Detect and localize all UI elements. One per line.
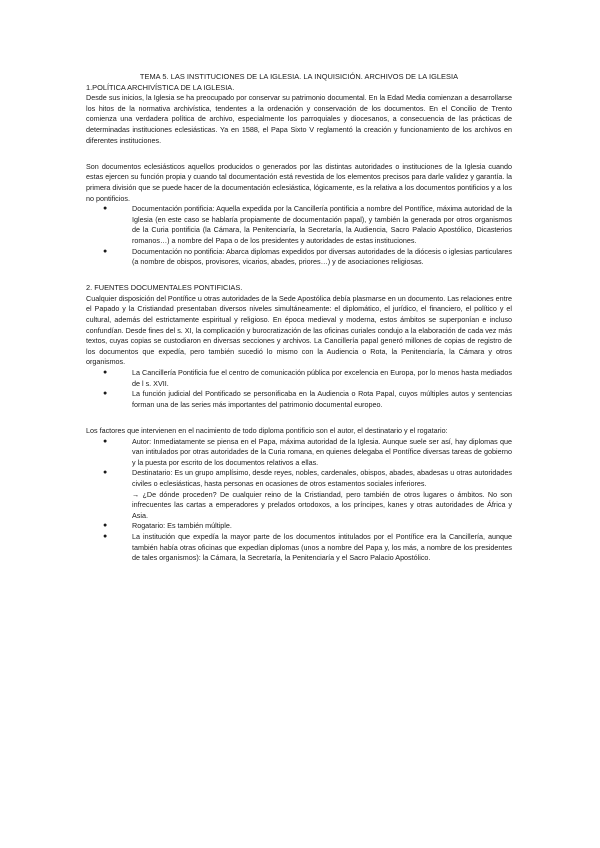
list-item: ● Rogatario: Es también múltiple. [103, 521, 232, 531]
bullet-icon: ● [103, 522, 108, 530]
list-item-note: → ¿De dónde proceden? De cualquier reino de la Cristiandad, pero también de otros lugares o ámbitos. No son infrecuentes las cartas a emperadores y prelados ortodoxos, a los príncipes, kanes y otras autoridades de África y Asia. [132, 489, 512, 520]
bullet-icon: ● [103, 437, 108, 445]
list-item: ● Autor: Inmediatamente se piensa en el Papa, máxima autoridad de la Iglesia. Aunque suele ser así, hay diplomas que van intitulados por otras autoridades de la Curia romana, en quienes delegaba el Pontífice diversas tareas de gobierno y la puesta por escrito de los documentos relativos a ellas. [103, 436, 512, 467]
section-2-paragraph-1: Cualquier disposición del Pontífice u otras autoridades de la Sede Apostólica debía plasmarse en un documento. Las relaciones entre el Papado y la Cristiandad presentaban diversos niveles simultáneamente: el diplomático, el jurídico, el financiero, el político y el cultural, además del estrictamente espiritual y religioso. En época medieval y moderna, estos ámbitos se superponían e incluso confundían. Desde fines del s. XI, la complicación y burocratización de las oficinas curiales condujo a la elaboración de cada vez más textos, cuyas copias se custodiaron en diversas secciones y archivos. La Cancillería papal generó millones de copias de registro de los documentos que expedía, pero también sucedió lo mismo con la Audiencia o Rota, la Penitenciaría, la Cámara y otros organismos. [86, 293, 512, 367]
list-item: ● Destinatario: Es un grupo amplísimo, desde reyes, nobles, cardenales, obispos, abades, abadesas u otras autoridades civiles o eclesiásticas, hasta personas en ocasiones de otros estamentos sociales inferiores. → ¿De dónde proceden? De cualquier reino de la Cristiandad, pero también de otros lugares o ámbitos. No son infrecuentes las cartas a emperadores y prelados ortodoxos, a los príncipes, kanes y otras autoridades de África y Asia. [103, 468, 512, 520]
section-2-factors-list [86, 437, 512, 564]
list-item: ● La institución que expedía la mayor parte de los documentos intitulados por el Pontífice era la Cancillería, aunque también había otras oficinas que expedían diplomas (unos a nombre del Papa y, los más, a nombre de los presidentes de tales organismos): la Cámara, la Secretaría, la Penitenciaría y el Sacro Palacio Apostólico. [103, 531, 512, 563]
section-1-heading: 1.POLÍTICA ARCHIVÍSTICA DE LA IGLESIA. [86, 82, 235, 92]
section-1-paragraph-1: Desde sus inicios, la Iglesia se ha preocupado por conservar su patrimonio documental. En la Edad Media comienzan a desarrollarse los hitos de la normativa archivística, tendentes a la ordenación y conservación de los documentos. En el Concilio de Trento comienza una verdadera política de archivo, especialmente los parroquiales y diocesanos, a consecuencia de las prácticas de determinadas instituciones eclesiásticas. Ya en 1588, el Papa Sixto V reglamentó la creación y funcionamiento de los archivos en diferentes instituciones. [86, 93, 512, 145]
section-2-bullet-list [86, 368, 512, 410]
section-1-paragraph-2: Son documentos eclesiásticos aquellos producidos o generados por las distintas autoridades o instituciones de la Iglesia cuando estas ejercen su función propia y cuando tal documentación está revestida de los elementos precisos para darle validez y garantía. la primera división que se puede hacer de la documentación eclesiástica, lógicamente, es la relativa a los documentos pontificios y a los no pontificios. [86, 161, 512, 203]
list-item: ● La Cancillería Pontificia fue el centro de comunicación pública por excelencia en Europa, por lo menos hasta mediados de l s. XVII. [103, 368, 512, 388]
bullet-icon: ● [103, 532, 108, 540]
bullet-icon: ● [103, 390, 108, 398]
list-item: ● Documentación pontificia: Aquella expedida por la Cancillería pontificia a nombre del Pontífice, máxima autoridad de la Iglesia (en este caso se hablaría propiamente de documentación papal), y también la generada por otros organismos de la Curia pontificia (la Cámara, la Penitenciaría, la Secretaría, la Audiencia, Sacro Palacio Apostólico, Dicasterios romanos…) a nombre del Papa o de los presidentes y autoridades de estas instituciones. [103, 204, 512, 245]
section-2-paragraph-2: Los factores que intervienen en el nacimiento de todo diploma pontificio son el autor, el destinatario y el rogatario: [86, 426, 448, 435]
list-item: ● Documentación no pontificia: Abarca diplomas expedidos por diversas autoridades de la diócesis o iglesias particulares (a nombre de obispos, provisores, vicarios, abades, priores…) y de asociaciones religiosas. [103, 246, 512, 267]
bullet-icon: ● [103, 247, 108, 255]
section-2-heading: 2. FUENTES DOCUMENTALES PONTIFICIAS. [86, 283, 243, 293]
bullet-icon: ● [103, 469, 108, 477]
bullet-icon: ● [103, 205, 108, 213]
bullet-icon: ● [103, 369, 108, 377]
document-title: TEMA 5. LAS INSTITUCIONES DE LA IGLESIA. LA INQUISICIÓN. ARCHIVOS DE LA IGLESIA [139, 72, 459, 81]
section-1-bullet-list [86, 204, 512, 268]
list-item: ● La función judicial del Pontificado se personificaba en la Audiencia o Rota Papal, cuyos múltiples autos y sentencias forman una de las series más importantes del patrimonio documental europeo. [103, 389, 512, 409]
